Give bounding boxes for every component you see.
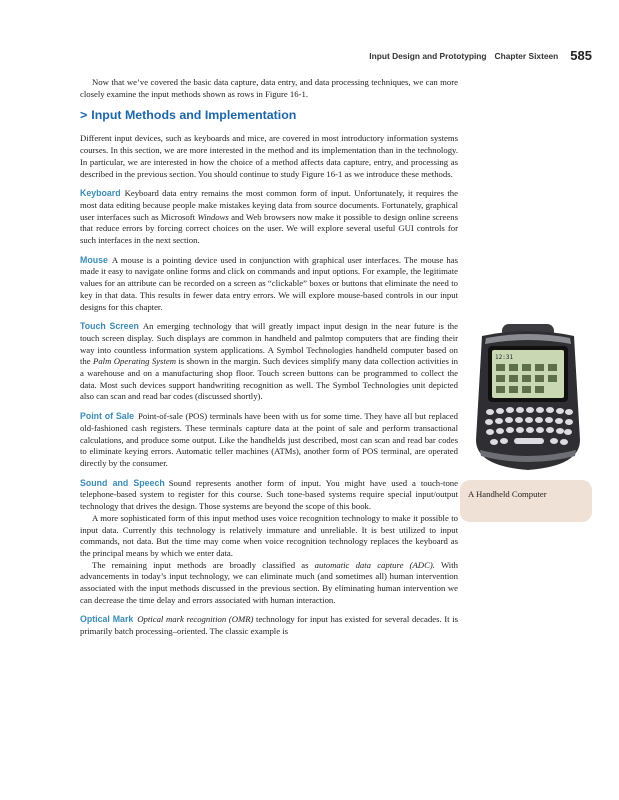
keyboard-text-part2: and Web browsers now make it possible to design online screens that reduce errors by forcing correct choices on the user. We will explore several useful GUI controls for such interfaces in the next section. bbox=[80, 211, 458, 246]
figure-caption-box bbox=[460, 480, 592, 522]
touch-screen-paragraph bbox=[80, 321, 458, 403]
handheld-computer-figure bbox=[468, 322, 588, 472]
page-number: 585 bbox=[570, 48, 592, 63]
point-of-sale-heading: Point of Sale bbox=[80, 411, 135, 422]
section-marker: > bbox=[80, 108, 88, 123]
point-of-sale-paragraph bbox=[80, 411, 458, 470]
touch-screen-heading: Touch Screen bbox=[80, 321, 139, 332]
adc-text-part2: With advancements in today’s input technology, we can eliminate much (and sometimes all) human intervention associated with the input methods discussed in the previous section. By eliminating human intervention we can decrease the time delay and errors associated with human interaction. bbox=[80, 559, 458, 605]
optical-mark-paragraph bbox=[80, 614, 458, 637]
mouse-text: A mouse is a pointing device used in conjunction with graphical user interfaces. The mouse has made it easy to navigate online forms and click on commands and input options. For example, the legitimate values for an attribute can be recorded on a screen as “clickable” boxes or buttons that eliminate the need to key in that data. This results in fewer data entry errors. We will explore mouse-based controls in our input designs for this chapter. bbox=[80, 254, 458, 312]
section-heading bbox=[80, 108, 458, 123]
adc-text-part1: The remaining input methods are broadly classified as bbox=[92, 559, 315, 570]
header-chapter: Chapter Sixteen bbox=[494, 51, 559, 61]
mouse-paragraph bbox=[80, 255, 458, 314]
handheld-computer-illustration bbox=[468, 322, 588, 472]
windows-term: Windows bbox=[197, 211, 229, 222]
intro-paragraph: Now that we’ve covered the basic data capture, data entry, and data processing techniques, we can more closely examine the input methods shown as rows in Figure 16-1. bbox=[80, 77, 458, 99]
sound-text-1: Sound represents another form of input. You might have used a touch-tone telephone-based system to register for this course. Such tone-based systems require special input/output technology that drives the design. Those systems are beyond the scope of this book. bbox=[80, 477, 459, 512]
optical-mark-heading: Optical Mark bbox=[80, 614, 134, 625]
sound-speech-heading: Sound and Speech bbox=[80, 477, 165, 488]
touch-text-part1: An emerging technology that will greatly impact input design in the near future is the touch screen display. Such displays are common in handheld and palmtop computers that are finding their way into countless information system applications. A Symbol Technologies handheld computer based on the bbox=[80, 321, 458, 367]
section-intro-paragraph: Different input devices, such as keyboards and mice, are covered in most introductory information systems courses. In this section, we are more interested in the method and its implementation than in the technology. In particular, we are interested in how the choice of a method affects data capture, entry, and processing as described in the previous section. You should continue to study Figure 16-1 as we introduce these methods. bbox=[80, 133, 458, 179]
keyboard-text-part1: Keyboard data entry remains the most common form of input. Unfortunately, it requires the most data editing because people make mistakes keying data from source documents. Fortunately, graphical user interfaces such as Microsoft bbox=[80, 188, 458, 222]
adc-term: automatic data capture (ADC). bbox=[314, 559, 435, 570]
body-text-column bbox=[80, 77, 458, 646]
keyboard-heading: Keyboard bbox=[80, 188, 121, 199]
sound-paragraph-2: A more sophisticated form of this input method uses voice recognition technology to make it possible to input data. Currently this technology is relatively immature and unreliable. It is best utilized to input commands, not data. But the time may come when voice recognition technology replaces the keyboard as the principal means by which we enter data. bbox=[80, 512, 458, 558]
screen-time-text: 12:31 bbox=[495, 354, 514, 361]
header-section-title: Input Design and Prototyping bbox=[369, 51, 487, 61]
point-of-sale-text: Point-of-sale (POS) terminals have been with us for some time. They have all but replaced old-fashioned cash registers. These terminals capture data at the point of sale and perform transactional calculations, and produce some output. Like the handhelds just described, most can scan and read bar codes to eliminate keying errors. Automatic teller machines (ATMs), another form of POS terminal, are operated directly by the consumer. bbox=[80, 411, 458, 468]
keyboard-paragraph bbox=[80, 188, 458, 247]
omr-term: Optical mark recognition (OMR) bbox=[137, 614, 254, 625]
section-heading-text: Input Methods and Implementation bbox=[91, 108, 297, 123]
sound-paragraph-3 bbox=[80, 560, 458, 607]
sound-paragraph-1 bbox=[80, 478, 458, 513]
optical-mark-text: technology for input has existed for several decades. It is primarily batch processing–oriented. The classic example is bbox=[80, 614, 458, 637]
palm-os-term: Palm Operating System bbox=[93, 356, 176, 367]
running-header bbox=[300, 48, 592, 64]
mouse-heading: Mouse bbox=[80, 254, 108, 265]
touch-text-part2: is shown in the margin. Such devices simplify many data collection activities in a warehouse and on a manufacturing shop floor. Touch screen buttons can be programmed to collect the data. Most such devices support handwriting recognition as well. The Symbol Technologies unit depicted also can scan and read bar codes (discussed shortly). bbox=[80, 356, 458, 402]
figure-caption: A Handheld Computer bbox=[468, 489, 547, 499]
